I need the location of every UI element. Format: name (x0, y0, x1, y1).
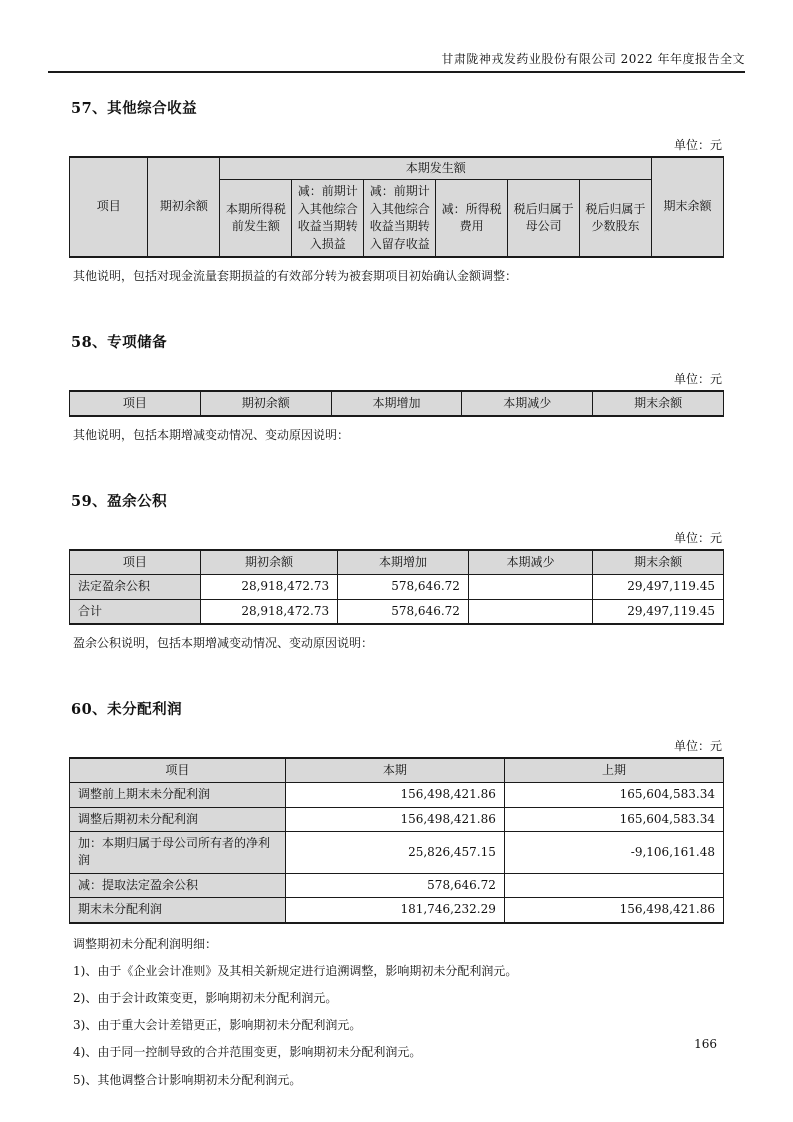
note-line: 5)、其他调整合计影响期初未分配利润元。 (73, 1072, 302, 1087)
table-header-row (70, 550, 724, 575)
cell-increase: 578,646.72 (338, 599, 469, 624)
subheader-income-tax: 减：所得税费用 (436, 180, 508, 257)
retained-earnings-table (69, 757, 724, 924)
other-comprehensive-income-table (69, 156, 724, 258)
section-57-title: 57、其他综合收益 (71, 100, 198, 117)
section-59-unit-label: 单位：元 (673, 530, 722, 545)
table-row (70, 575, 724, 599)
page-number: 166 (694, 1037, 717, 1051)
column-header-closing-balance: 期末余额 (652, 157, 724, 257)
note-line: 4)、由于同一控制导致的合并范围变更，影响期初未分配利润元。 (73, 1045, 422, 1060)
row-label: 期末未分配利润 (70, 898, 286, 923)
column-header-closing-balance: 期末余额 (593, 391, 724, 416)
row-label: 减：提取法定盈余公积 (70, 873, 286, 897)
column-header-prior-period: 上期 (504, 758, 723, 783)
column-header-closing-balance: 期末余额 (593, 550, 724, 575)
cell-closing-balance: 29,497,119.45 (593, 599, 724, 624)
column-header-item: 项目 (70, 550, 201, 575)
row-label: 调整前上期末未分配利润 (70, 783, 286, 807)
table-row (70, 898, 724, 923)
column-header-increase: 本期增加 (338, 550, 469, 575)
row-label: 合计 (70, 599, 201, 624)
column-header-item: 项目 (70, 758, 286, 783)
section-58-note: 其他说明，包括本期增减变动情况、变动原因说明： (73, 428, 350, 443)
row-label: 加：本期归属于母公司所有者的净利润 (70, 832, 286, 874)
note-line: 2)、由于会计政策变更，影响期初未分配利润元。 (73, 991, 338, 1006)
column-header-item: 项目 (70, 391, 201, 416)
column-header-current-period: 本期 (285, 758, 504, 783)
cell-current-period: 181,746,232.29 (285, 898, 504, 923)
section-57-unit-label: 单位：元 (673, 138, 722, 152)
table-header-row (70, 758, 724, 783)
row-label: 调整后期初未分配利润 (70, 807, 286, 831)
subheader-parent-aftertax: 税后归属于母公司 (508, 180, 580, 257)
column-header-decrease: 本期减少 (462, 391, 593, 416)
section-59-title: 59、盈余公积 (71, 492, 168, 510)
subheader-pretax-amount: 本期所得税前发生额 (220, 180, 292, 257)
subheader-minority-aftertax: 税后归属于少数股东 (580, 180, 652, 257)
table-row (70, 873, 724, 897)
column-header-opening-balance: 期初余额 (148, 157, 220, 257)
document-header-title: 甘肃陇神戎发药业股份有限公司 2022 年年度报告全文 (441, 52, 745, 66)
section-58-title: 58、专项储备 (71, 333, 168, 351)
section-58 (69, 331, 724, 444)
column-header-decrease: 本期减少 (468, 550, 592, 575)
cell-current-period: 156,498,421.86 (285, 783, 504, 807)
section-58-unit-label: 单位：元 (673, 371, 722, 386)
subheader-transfer-to-retained: 减：前期计入其他综合收益当期转入留存收益 (364, 180, 436, 257)
column-header-item: 项目 (70, 157, 148, 257)
table-header-row (70, 157, 724, 180)
cell-current-period: 156,498,421.86 (285, 807, 504, 831)
section-57 (69, 97, 724, 285)
table-row (70, 807, 724, 831)
cell-closing-balance: 29,497,119.45 (593, 575, 724, 599)
cell-decrease (468, 575, 592, 599)
column-header-increase: 本期增加 (331, 391, 462, 416)
table-header-row (70, 391, 724, 416)
cell-prior-period: 165,604,583.34 (504, 783, 723, 807)
cell-prior-period (504, 873, 723, 897)
section-60 (69, 698, 724, 1088)
note-line: 3)、由于重大会计差错更正，影响期初未分配利润元。 (73, 1018, 362, 1033)
table-row (70, 832, 724, 874)
note-line: 1)、由于《企业会计准则》及其相关新规定进行追溯调整，影响期初未分配利润元。 (73, 963, 518, 978)
cell-current-period: 25,826,457.15 (285, 832, 504, 874)
column-header-current-period-group: 本期发生额 (220, 157, 652, 180)
row-label: 法定盈余公积 (70, 575, 201, 599)
section-57-note: 其他说明，包括对现金流量套期损益的有效部分转为被套期项目初始确认金额调整： (73, 268, 518, 283)
column-header-opening-balance: 期初余额 (200, 550, 337, 575)
section-60-unit-label: 单位：元 (673, 738, 722, 753)
cell-prior-period: -9,106,161.48 (504, 832, 723, 874)
cell-increase: 578,646.72 (338, 575, 469, 599)
note-line: 调整期初未分配利润明细： (73, 936, 218, 951)
section-59-note: 盈余公积说明，包括本期增减变动情况、变动原因说明： (73, 636, 374, 651)
section-60-notes (73, 936, 724, 1088)
surplus-reserve-table (69, 549, 724, 625)
special-reserve-table (69, 390, 724, 417)
cell-opening-balance: 28,918,472.73 (200, 599, 337, 624)
table-row (70, 783, 724, 807)
table-row-total (70, 599, 724, 624)
cell-prior-period: 156,498,421.86 (504, 898, 723, 923)
section-60-title: 60、未分配利润 (71, 700, 183, 718)
subheader-transfer-to-pnl: 减：前期计入其他综合收益当期转入损益 (292, 180, 364, 257)
cell-decrease (468, 599, 592, 624)
document-header (48, 50, 745, 73)
cell-prior-period: 165,604,583.34 (504, 807, 723, 831)
cell-current-period: 578,646.72 (285, 873, 504, 897)
section-59 (69, 490, 724, 652)
column-header-opening-balance: 期初余额 (200, 391, 331, 416)
cell-opening-balance: 28,918,472.73 (200, 575, 337, 599)
